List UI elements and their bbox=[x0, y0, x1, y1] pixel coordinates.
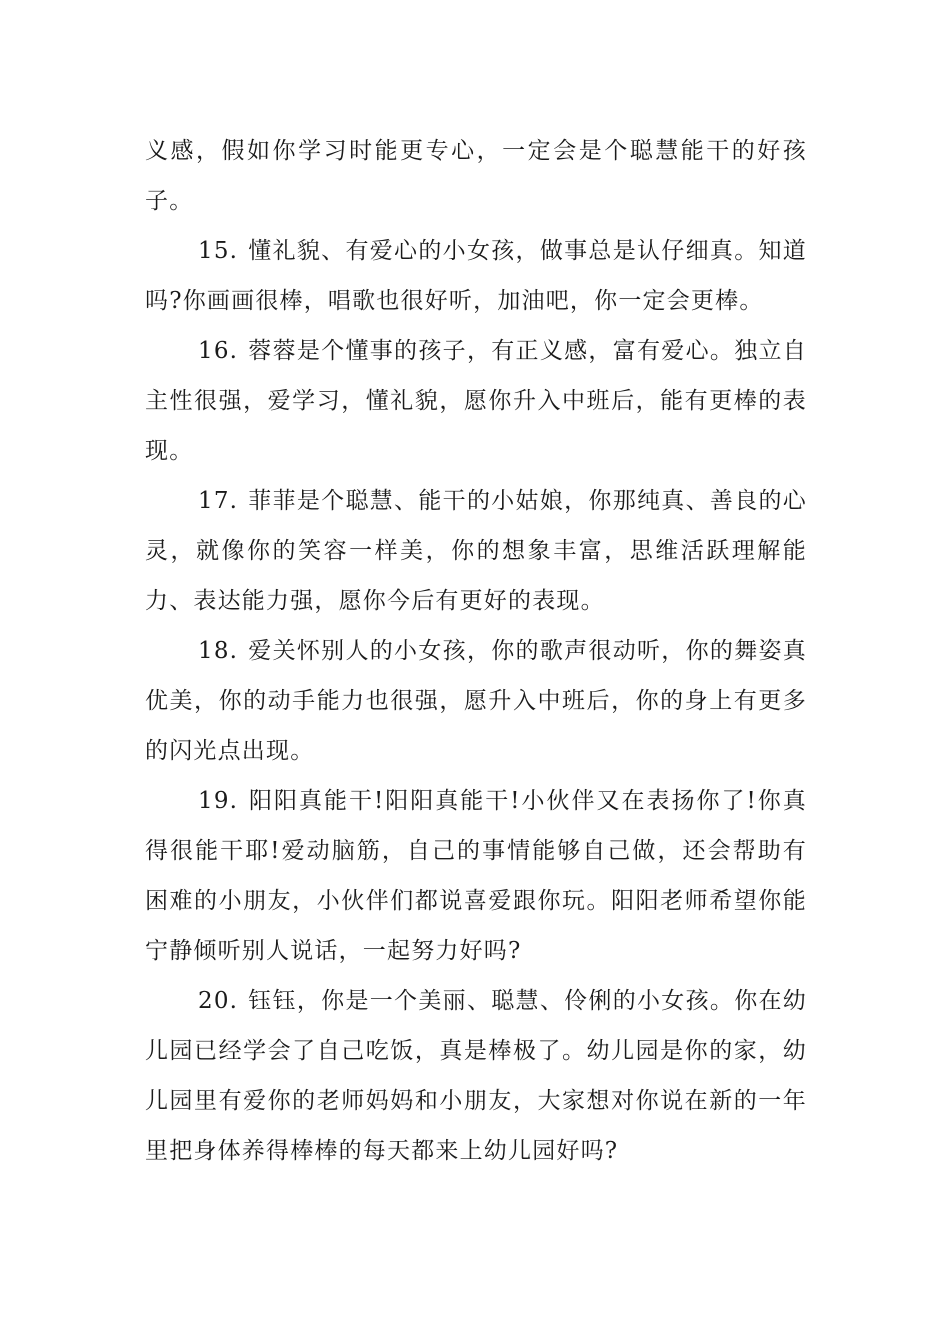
document-body bbox=[145, 126, 807, 1176]
paragraph-20 bbox=[145, 976, 807, 1176]
paragraph-text: 钰钰，你是一个美丽、聪慧、伶俐的小女孩。你在幼儿园已经学会了自己吃饭，真是棒极了。幼儿园是你的家，幼儿园里有爱你的老师妈妈和小朋友，大家想对你说在新的一年里把身体养得棒棒的每天都来上幼儿园好吗? bbox=[145, 988, 807, 1164]
paragraph-16 bbox=[145, 326, 807, 476]
paragraph-text: 爱关怀别人的小女孩，你的歌声很动听，你的舞姿真优美，你的动手能力也很强，愿升入中班后，你的身上有更多的闪光点出现。 bbox=[145, 638, 807, 764]
paragraph-17 bbox=[145, 476, 807, 626]
paragraph-number: 18. bbox=[198, 638, 239, 664]
paragraph-number: 15. bbox=[198, 238, 239, 264]
paragraph-number: 17. bbox=[198, 488, 239, 514]
paragraph-15 bbox=[145, 226, 807, 326]
paragraph-19 bbox=[145, 776, 807, 976]
paragraph-text: 懂礼貌、有爱心的小女孩，做事总是认仔细真。知道吗?你画画很棒，唱歌也很好听，加油吧，你一定会更棒。 bbox=[145, 238, 807, 314]
paragraph-continued bbox=[145, 126, 807, 226]
paragraph-number: 19. bbox=[198, 788, 239, 814]
paragraph-text: 义感，假如你学习时能更专心，一定会是个聪慧能干的好孩子。 bbox=[145, 138, 807, 214]
paragraph-18 bbox=[145, 626, 807, 776]
paragraph-text: 阳阳真能干!阳阳真能干!小伙伴又在表扬你了!你真得很能干耶!爱动脑筋，自己的事情能够自己做，还会帮助有困难的小朋友，小伙伴们都说喜爱跟你玩。阳阳老师希望你能宁静倾听别人说话，一起努力好吗? bbox=[145, 788, 807, 964]
paragraph-text: 蓉蓉是个懂事的孩子，有正义感，富有爱心。独立自主性很强，爱学习，懂礼貌，愿你升入中班后，能有更棒的表现。 bbox=[145, 338, 807, 464]
paragraph-number: 20. bbox=[198, 988, 239, 1014]
paragraph-text: 菲菲是个聪慧、能干的小姑娘，你那纯真、善良的心灵，就像你的笑容一样美，你的想象丰富，思维活跃理解能力、表达能力强，愿你今后有更好的表现。 bbox=[145, 488, 807, 614]
paragraph-number: 16. bbox=[198, 338, 239, 364]
